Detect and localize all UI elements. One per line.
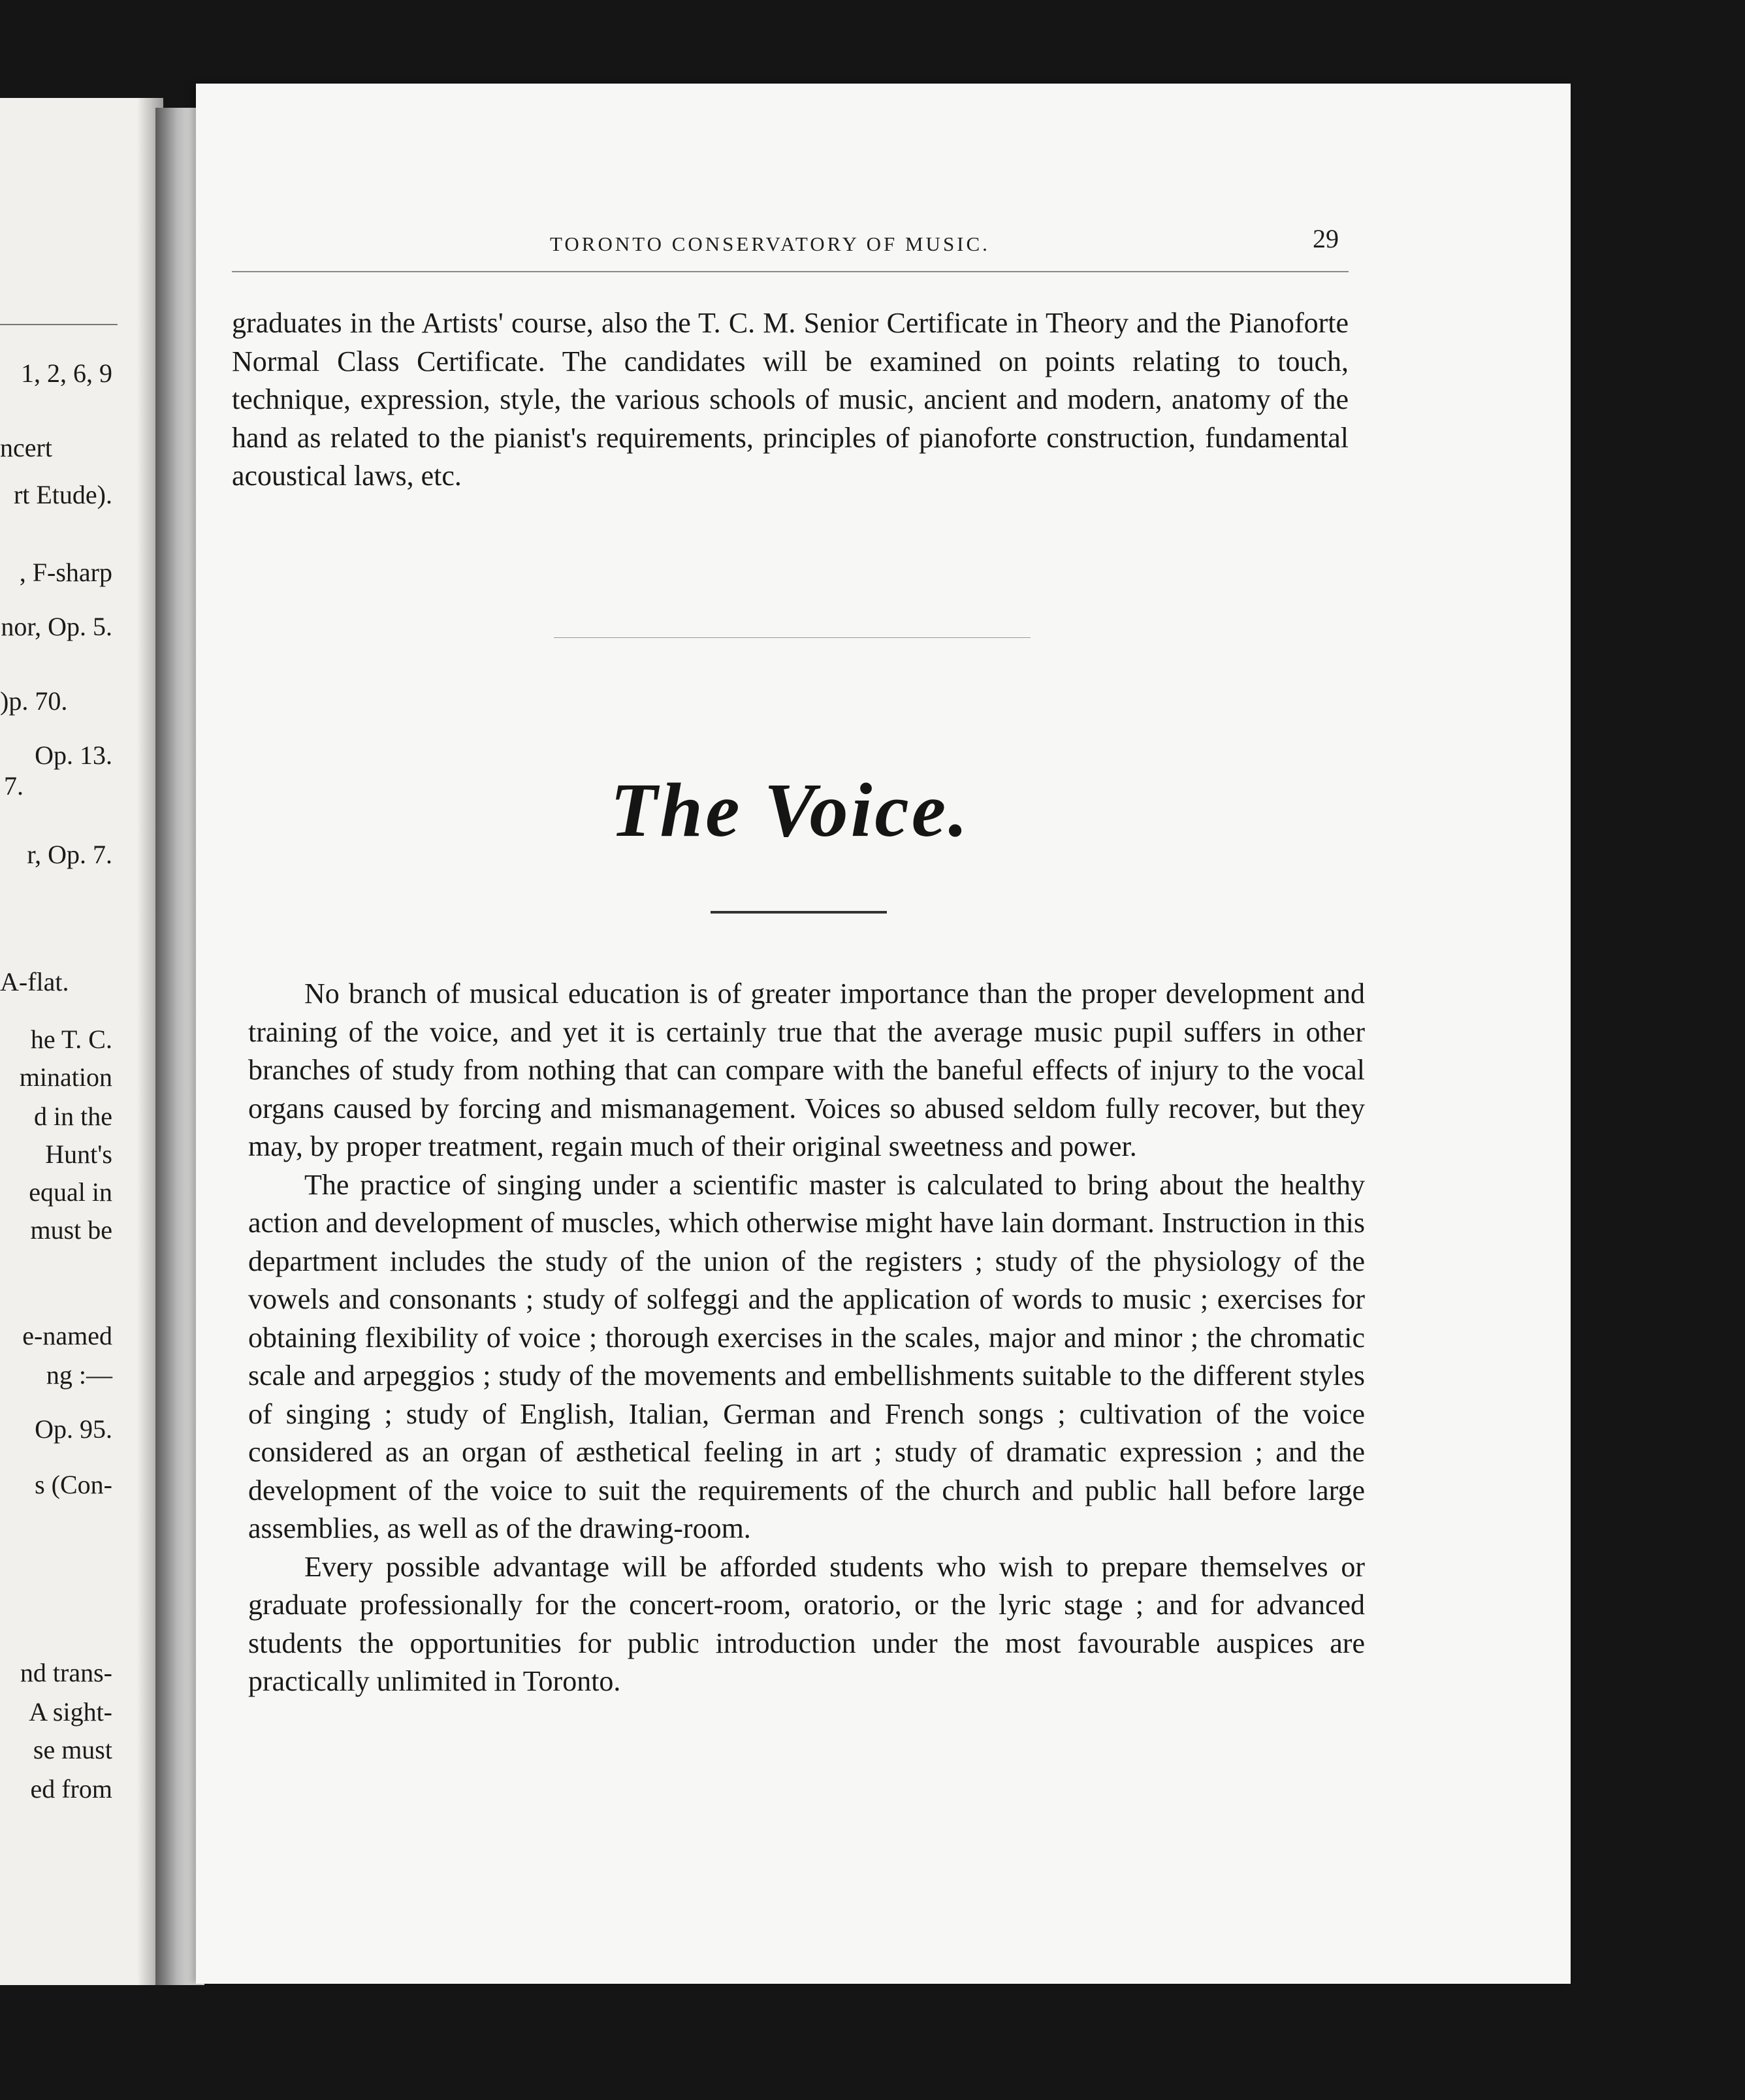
- previous-page-line: ng :—: [46, 1360, 112, 1390]
- previous-page-line: must be: [30, 1215, 112, 1245]
- previous-page-line: ncert: [0, 433, 52, 462]
- header-rule: [232, 271, 1349, 272]
- previous-page-line: A-flat.: [0, 967, 69, 996]
- previous-page-fragment: [0, 98, 163, 1985]
- section-divider: [554, 637, 1031, 638]
- previous-page-line: e-named: [22, 1321, 112, 1350]
- previous-page-line: A sight-: [29, 1697, 112, 1726]
- intro-paragraph: [232, 304, 1349, 496]
- voice-paragraph: Every possible advantage will be afforded students who wish to prepare themselves or graduate professionally for the concert-room, oratorio, or the lyric stage ; and for advanced students the opportunities for public introduction under the most favourable auspices are practically unlimited in Toronto.: [248, 1550, 1365, 1697]
- previous-page-rule: [0, 324, 118, 325]
- intro-paragraph-text: graduates in the Artists' course, also the T. C. M. Senior Certificate in Theory and the Pianoforte Normal Class Certificate. The candidates will be examined on points relating to touch, technique, expression, style, the various schools of music, ancient and modern, anatomy of the hand as related to the pianist's requirements, principles of pianoforte construction, fundamental acoustical laws, etc.: [232, 307, 1349, 492]
- voice-paragraph: The practice of singing under a scientific master is calculated to bring about the healthy action and development of muscles, which otherwise might have lain dormant. Instruction in this department includes the study of the union of the registers ; study of the physiology of the vowels and consonants ; study of solfeggi and the application of words to music ; exercises for obtaining flexibility of voice ; thorough exercises in the scales, major and minor ; the chromatic scale and arpeggios ; study of the movements and embellishments suitable to the different styles of singing ; study of English, Italian, German and French songs ; cultivation of the voice considered as an organ of æsthetical feeling in art ; study of dramatic expression ; and the development of the voice to suit the requirements of the church and public hall before large assemblies, as well as of the drawing-room.: [248, 1168, 1365, 1544]
- voice-paragraph: No branch of musical education is of greater importance than the proper development and training of the voice, and yet it is certainly true that the average music pupil suffers in other branches of study from nothing that can compare with the baneful effects of injury to the vocal organs caused by forcing and mismanagement. Voices so abused seldom fully recover, but they may, by proper treatment, regain much of their original sweetness and power.: [248, 978, 1365, 1162]
- previous-page-line: equal in: [29, 1177, 112, 1207]
- previous-page-line: d in the: [34, 1102, 112, 1131]
- previous-page-line: , F-sharp: [19, 558, 112, 587]
- page-number: 29: [1313, 224, 1339, 253]
- document-page: [196, 84, 1571, 1984]
- previous-page-line: s (Con-: [35, 1470, 112, 1499]
- previous-page-line: nd trans-: [20, 1658, 112, 1687]
- previous-page-line: mination: [19, 1062, 112, 1092]
- section-title: The Voice.: [610, 767, 970, 853]
- previous-page-line: )p. 70.: [0, 686, 68, 716]
- previous-page-line: r, Op. 7.: [27, 840, 112, 869]
- previous-page-line: rt Etude).: [13, 480, 112, 509]
- previous-page-line: he T. C.: [30, 1025, 112, 1054]
- running-head: TORONTO CONSERVATORY OF MUSIC.: [550, 232, 990, 255]
- previous-page-line: 7.: [4, 771, 24, 801]
- previous-page-line: Op. 95.: [35, 1414, 112, 1444]
- title-underline: [711, 911, 887, 914]
- voice-section-body: [248, 975, 1365, 1701]
- previous-page-line: Op. 13.: [35, 740, 112, 770]
- previous-page-line: 1, 2, 6, 9: [21, 358, 112, 388]
- previous-page-line: nor, Op. 5.: [1, 612, 112, 641]
- previous-page-line: se must: [33, 1735, 112, 1764]
- previous-page-line: ed from: [30, 1774, 112, 1804]
- previous-page-line: Hunt's: [45, 1139, 112, 1169]
